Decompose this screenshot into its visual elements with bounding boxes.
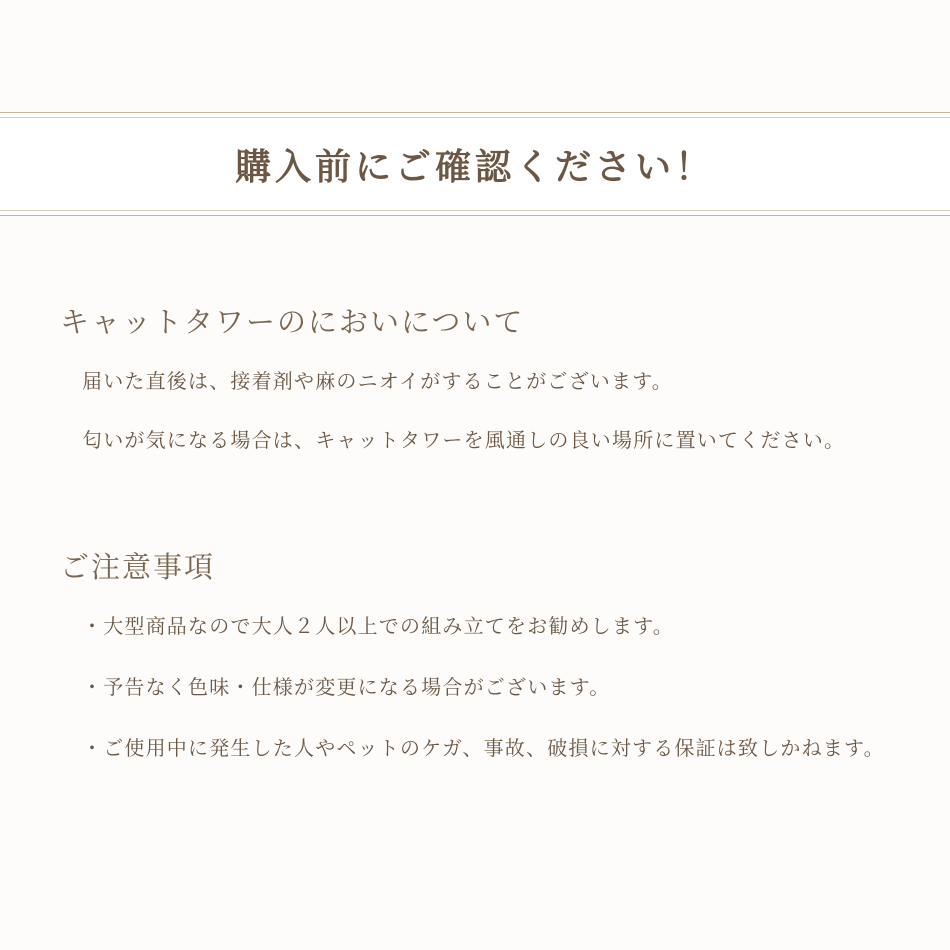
section-notes-body [60,612,920,765]
section-notes-bullet-1: ・大型商品なので大人２人以上での組み立てをお勧めします。 [82,616,674,638]
section-smell-paragraph-1: 届いた直後は、接着剤や麻のニオイがすることがございます。 [82,371,673,393]
notice-banner [0,112,950,216]
section-smell-paragraph-2: 匂いが気になる場合は、キャットタワーを風通しの良い場所に置いてください。 [82,430,846,452]
section-smell [60,300,920,457]
section-smell-body [60,367,920,457]
section-notes [60,545,920,765]
section-smell-heading: キャットタワーのにおいについて [60,307,525,339]
page-title: 購入前にご確認ください！ [234,145,715,187]
section-notes-heading: ご注意事項 [60,552,216,584]
section-notes-bullet-2: ・予告なく色味・仕様が変更になる場合がございます。 [82,677,611,699]
section-notes-bullet-3: ・ご使用中に発生した人やペットのケガ、事故、破損に対する保証は致しかねます。 [82,738,885,760]
